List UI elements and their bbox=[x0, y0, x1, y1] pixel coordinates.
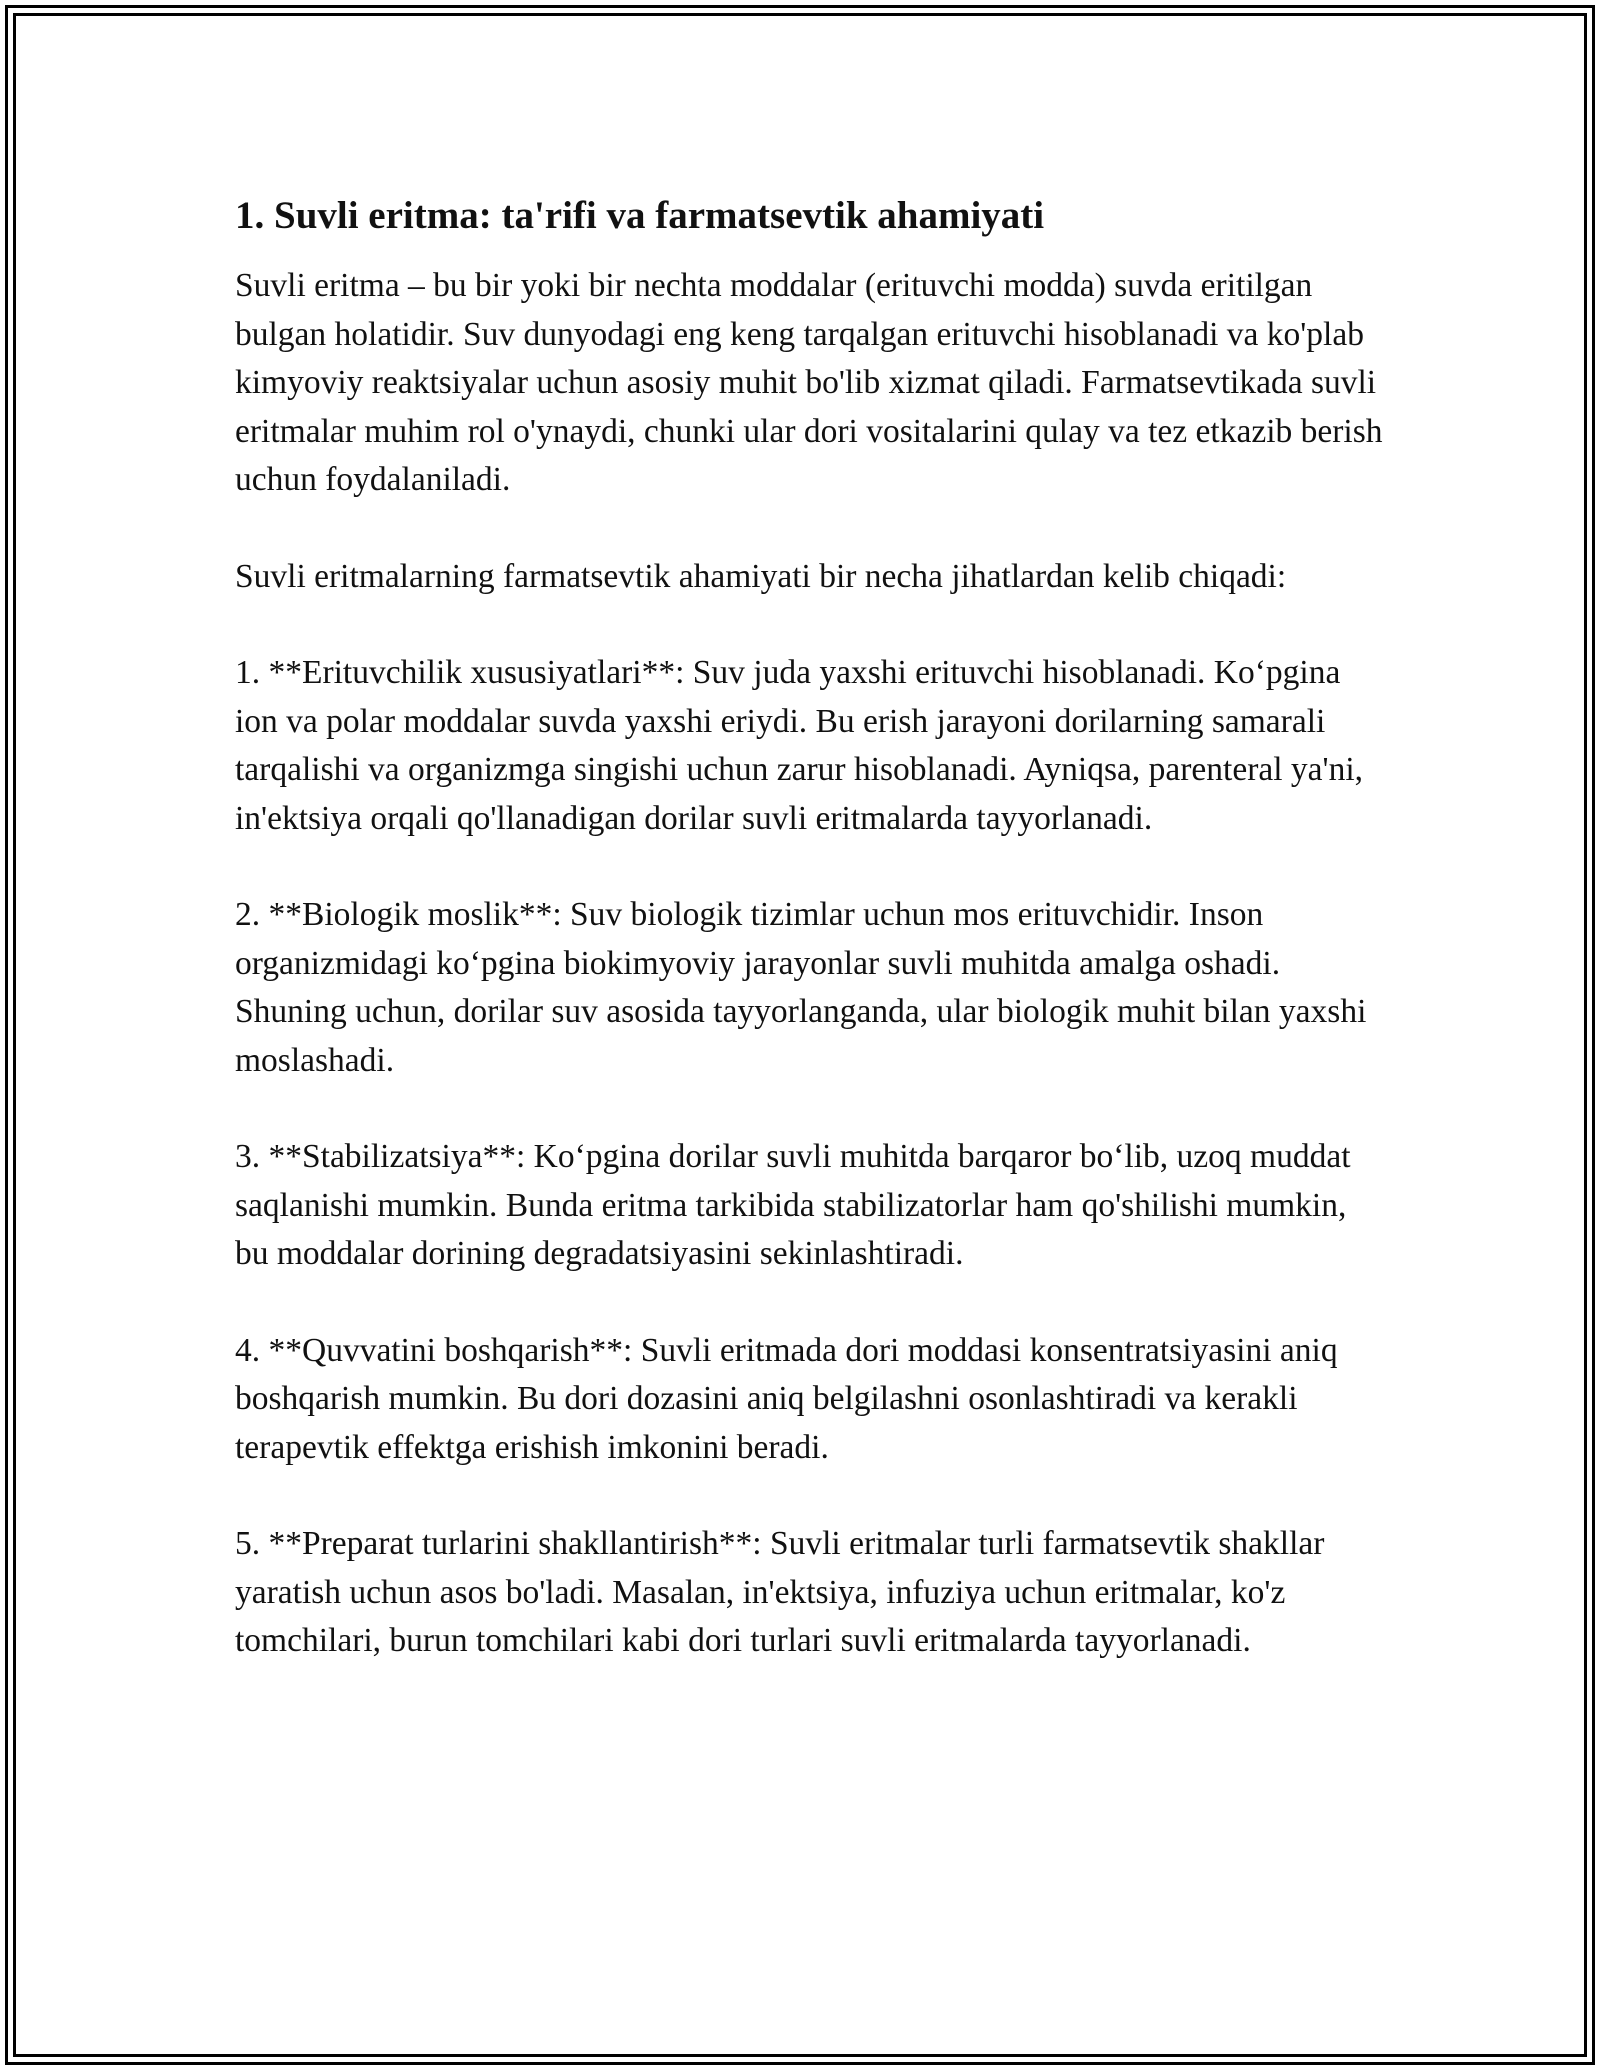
list-item-dosage-forms: 5. **Preparat turlarini shakllantirish**: Suvli eritmalar turli farmatsevtik shakllar yaratish uchun asos bo'ladi. Masalan, in'ektsiya, infuziya uchun eritmalar, ko'z tomchilari, burun tomchilari kabi dori turlari suvli eritmalarda tayyorlanadi. bbox=[235, 1525, 1325, 1659]
list-item-concentration-control: 4. **Quvvatini boshqarish**: Suvli eritmada dori moddasi konsentratsiyasini aniq boshqarish mumkin. Bu dori dozasini aniq belgilashni osonlashtiradi va kerakli terapevtik effektga erishish imkonini beradi. bbox=[235, 1331, 1338, 1466]
paragraph-definition: Suvli eritma – bu bir yoki bir nechta moddalar (erituvchi modda) suvda eritilgan bulgan holatidir. Suv dunyodagi eng keng tarqalgan erituvchi hisoblanadi va ko'plab kimyoviy reaktsiyalar uchun asosiy muhit bo'lib xizmat qiladi. Farmatsevtikada suvli eritmalar muhim rol o'ynaydi, chunki ular dori vositalarini qulay va tez etkazib berish uchun foydalaniladi. bbox=[235, 267, 1383, 498]
section-title: 1. Suvli eritma: ta'rifi va farmatsevtik ahamiyati bbox=[235, 194, 1045, 237]
document-body bbox=[235, 190, 1385, 1714]
list-item-biocompatibility: 2. **Biologik moslik**: Suv biologik tizimlar uchun mos erituvchidir. Inson organizmidagi koʻpgina biokimyoviy jarayonlar suvli muhitda amalga oshadi. Shuning uchun, dorilar suv asosida tayyorlanganda, ular biologik muhit bilan yaxshi moslashadi. bbox=[235, 896, 1367, 1079]
list-item-solubility: 1. **Erituvchilik xususiyatlari**: Suv juda yaxshi erituvchi hisoblanadi. Koʻpgina ion va polar moddalar suvda yaxshi eriydi. Bu erish jarayoni dorilarning samarali tarqalishi va organizmga singishi uchun zarur hisoblanadi. Ayniqsa, parenteral ya'ni, in'ektsiya orqali qo'llanadigan dorilar suvli eritmalarda tayyorlanadi. bbox=[235, 654, 1364, 837]
paragraph-intro-list: Suvli eritmalarning farmatsevtik ahamiyati bir necha jihatlardan kelib chiqadi: bbox=[235, 557, 1287, 595]
list-item-stabilization: 3. **Stabilizatsiya**: Koʻpgina dorilar suvli muhitda barqaror boʻlib, uzoq muddat saqlanishi mumkin. Bunda eritma tarkibida stabilizatorlar ham qo'shilishi mumkin, bu moddalar dorining degradatsiyasini sekinlashtiradi. bbox=[235, 1138, 1351, 1272]
